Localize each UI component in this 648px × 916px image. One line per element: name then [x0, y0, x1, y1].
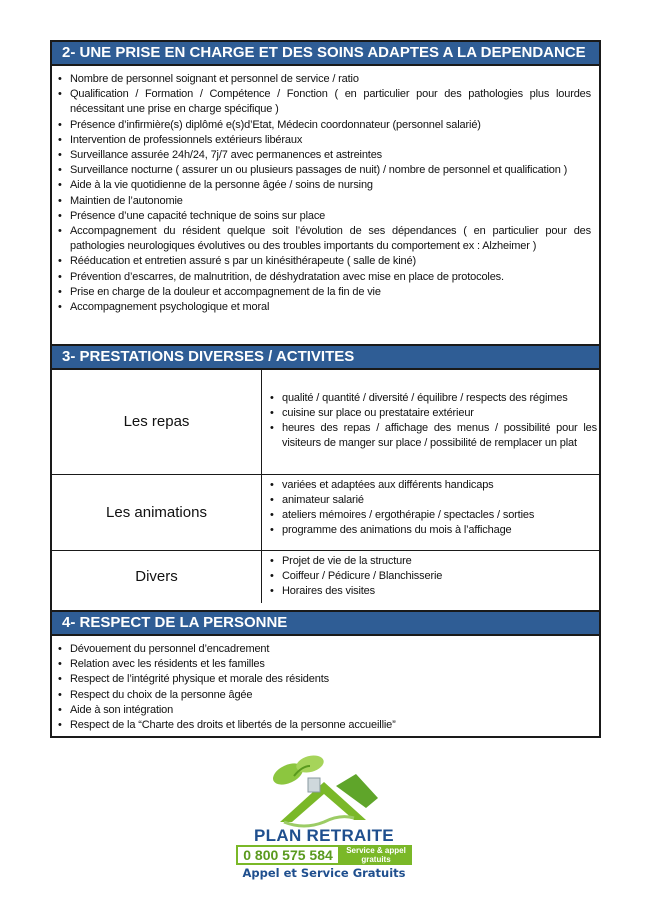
row-label: Les animations [52, 474, 262, 550]
list-item: • Projet de vie de la structure [276, 554, 597, 569]
section-4-list [52, 636, 599, 737]
section-3-title: 3- PRESTATIONS DIVERSES / ACTIVITES [52, 346, 599, 370]
table-row [52, 370, 599, 474]
list-item: • Coiffeur / Pédicure / Blanchisserie [276, 569, 597, 584]
phone-tag-line1: Service & appel [346, 846, 406, 855]
tagline: Appel et Service Gratuits [242, 866, 406, 880]
list-item: • Accompagnement du résident quelque soit l’évolution de ses dépendances ( en particulier pour des pathologies neurologiques évolutives ou des troubles importants du comportement ex : Alzheimer ) [64, 224, 591, 254]
list-item: • programme des animations du mois à l’affichage [276, 523, 597, 538]
list-item: • ateliers mémoires / ergothérapie / spectacles / sorties [276, 508, 597, 523]
section-4-title: 4- RESPECT DE LA PERSONNE [52, 612, 599, 636]
list-item: • animateur salarié [276, 493, 597, 508]
section-2-list [52, 66, 599, 319]
list-item: • Présence d’une capacité technique de soins sur place [64, 209, 591, 224]
section-2 [50, 40, 601, 346]
list-item: • cuisine sur place ou prestataire extérieur [276, 406, 597, 421]
row-items [262, 388, 599, 456]
list-item: • Prévention d’escarres, de malnutrition, de déshydratation avec mise en place de protocoles. [64, 270, 591, 285]
row-label: Les repas [52, 370, 262, 474]
table-row [52, 474, 599, 550]
section-3 [50, 346, 601, 612]
list-item: • Surveillance nocturne ( assurer un ou plusieurs passages de nuit) / nombre de personnel et qualification ) [64, 163, 591, 178]
list-item: • Respect du choix de la personne âgée [64, 688, 591, 703]
phone-tag-line2: gratuits [361, 855, 391, 864]
list-item: • Intervention de professionnels extérieurs libéraux [64, 133, 591, 148]
list-item: • Respect de l’intégrité physique et morale des résidents [64, 672, 591, 687]
list-item: • Prise en charge de la douleur et accompagnement de la fin de vie [64, 285, 591, 300]
list-item: • Accompagnement psychologique et moral [64, 300, 591, 315]
phone-number: 0 800 575 584 [236, 845, 340, 865]
list-item: • Dévouement du personnel d’encadrement [64, 642, 591, 657]
phone-banner [236, 845, 412, 865]
list-item: • Surveillance assurée 24h/24, 7j/7 avec permanences et astreintes [64, 148, 591, 163]
row-label: Divers [52, 550, 262, 603]
row-items [262, 475, 599, 543]
list-item: • Relation avec les résidents et les familles [64, 657, 591, 672]
table-row [52, 550, 599, 603]
brand-name: PLAN RETRAITE [254, 826, 394, 845]
list-item: • Horaires des visites [276, 584, 597, 599]
list-item: • Aide à la vie quotidienne de la personne âgée / soins de nursing [64, 178, 591, 193]
list-item: • qualité / quantité / diversité / équilibre / respects des régimes [276, 391, 597, 406]
prestations-table [52, 370, 599, 603]
section-2-title: 2- UNE PRISE EN CHARGE ET DES SOINS ADAPTES A LA DEPENDANCE [52, 42, 599, 66]
list-item: • Présence d’infirmière(s) diplômé e(s)d’Etat, Médecin coordonnateur (personnel salarié) [64, 118, 591, 133]
list-item: • Nombre de personnel soignant et personnel de service / ratio [64, 72, 591, 87]
list-item: • Rééducation et entretien assuré s par un kinésithérapeute ( salle de kiné) [64, 254, 591, 269]
section-4 [50, 612, 601, 738]
list-item: • heures des repas / affichage des menus / possibilité pour les visiteurs de manger sur place / possibilité de remplacer un plat [276, 421, 597, 451]
list-item: • Aide à son intégration [64, 703, 591, 718]
row-items [262, 551, 599, 604]
list-item: • Qualification / Formation / Compétence / Fonction ( en particulier pour des pathologies plus lourdes nécessitant une prise en charge spécifique ) [64, 87, 591, 117]
list-item: • Respect de la “Charte des droits et libertés de la personne accueillie” [64, 718, 591, 733]
list-item: • variées et adaptées aux différents handicaps [276, 478, 597, 493]
list-item: • Maintien de l’autonomie [64, 194, 591, 209]
phone-tag [340, 845, 412, 865]
